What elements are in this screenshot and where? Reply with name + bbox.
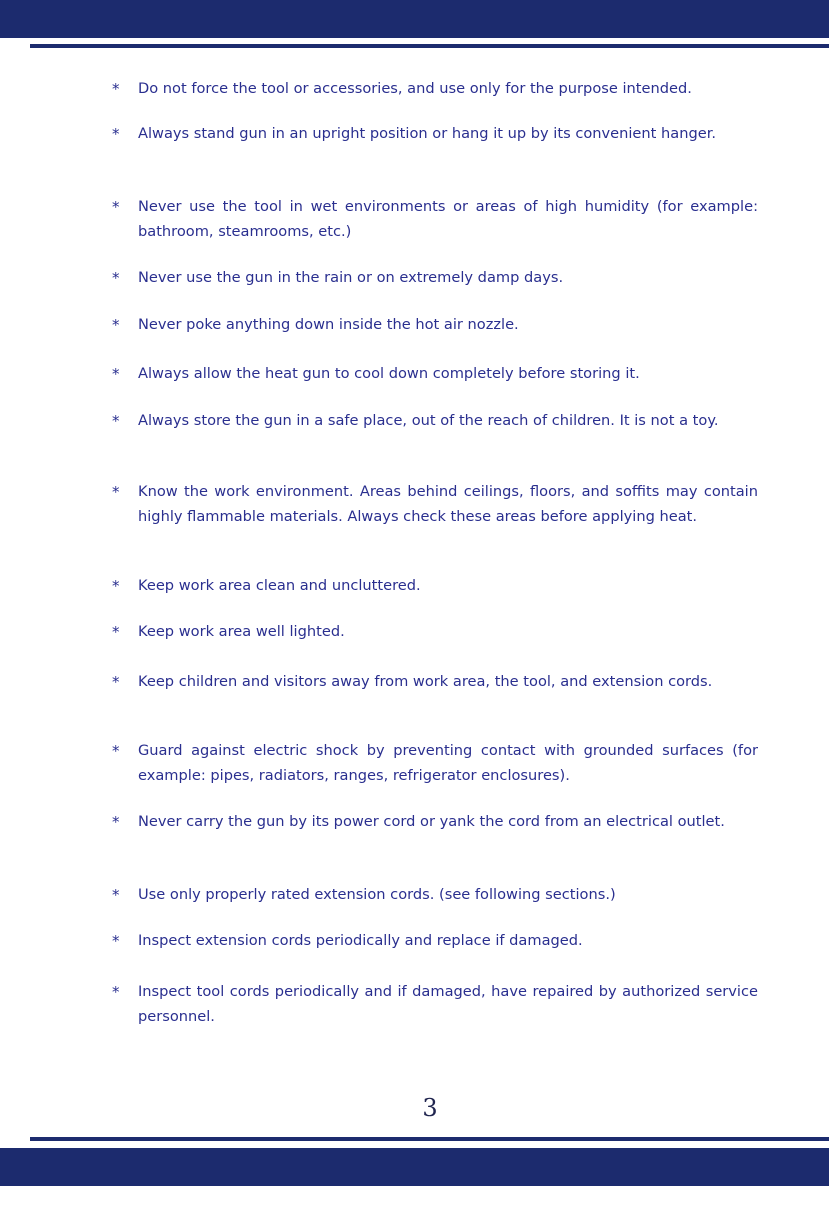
rule-text: Never carry the gun by its power cord or yank the cord from an electrical outlet. xyxy=(138,813,725,830)
asterisk-bullet-icon: * xyxy=(112,316,120,334)
asterisk-bullet-icon: * xyxy=(112,673,120,691)
rule-text: Never use the gun in the rain or on extremely damp days. xyxy=(138,269,564,286)
rule-text: Use only properly rated extension cords. (see following sections.) xyxy=(138,886,616,903)
bottom-divider-rule xyxy=(30,1137,829,1141)
asterisk-bullet-icon: * xyxy=(112,932,120,950)
top-divider-rule xyxy=(30,44,829,48)
asterisk-bullet-icon: * xyxy=(112,80,120,98)
asterisk-bullet-icon: * xyxy=(112,623,120,641)
asterisk-bullet-icon: * xyxy=(112,813,120,831)
rule-text: Guard against electric shock by preventing contact with grounded surfaces (for example: pipes, radiators, ranges, refrigerator enclosures). xyxy=(138,742,758,784)
asterisk-bullet-icon: * xyxy=(112,577,120,595)
asterisk-bullet-icon: * xyxy=(112,365,120,383)
rule-text: Do not force the tool or accessories, and use only for the purpose intended. xyxy=(138,80,692,97)
asterisk-bullet-icon: * xyxy=(112,983,120,1001)
rule-text: Inspect tool cords periodically and if damaged, have repaired by authorized service personnel. xyxy=(138,983,758,1025)
asterisk-bullet-icon: * xyxy=(112,198,120,216)
rule-text: Always allow the heat gun to cool down completely before storing it. xyxy=(138,365,640,382)
bottom-footer-band xyxy=(0,1148,829,1186)
rule-text: Keep work area clean and uncluttered. xyxy=(138,577,421,594)
rule-text: Always store the gun in a safe place, out of the reach of children. It is not a toy. xyxy=(138,412,719,429)
rule-text: Always stand gun in an upright position or hang it up by its convenient hanger. xyxy=(138,125,717,142)
rule-text: Inspect extension cords periodically and replace if damaged. xyxy=(138,932,583,949)
asterisk-bullet-icon: * xyxy=(112,483,120,501)
asterisk-bullet-icon: * xyxy=(112,412,120,430)
asterisk-bullet-icon: * xyxy=(112,125,120,143)
rule-text: Keep children and visitors away from work area, the tool, and extension cords. xyxy=(138,673,713,690)
rule-text: Know the work environment. Areas behind ceilings, floors, and soffits may contain highly flammable materials. Always check these areas before applying heat. xyxy=(138,483,758,525)
rule-text: Keep work area well lighted. xyxy=(138,623,345,640)
asterisk-bullet-icon: * xyxy=(112,742,120,760)
top-header-band xyxy=(0,0,829,38)
asterisk-bullet-icon: * xyxy=(112,269,120,287)
rule-text: Never use the tool in wet environments or areas of high humidity (for example: bathroom, steamrooms, etc.) xyxy=(138,198,758,240)
page-number: 3 xyxy=(422,1094,438,1122)
asterisk-bullet-icon: * xyxy=(112,886,120,904)
rule-text: Never poke anything down inside the hot air nozzle. xyxy=(138,316,519,333)
